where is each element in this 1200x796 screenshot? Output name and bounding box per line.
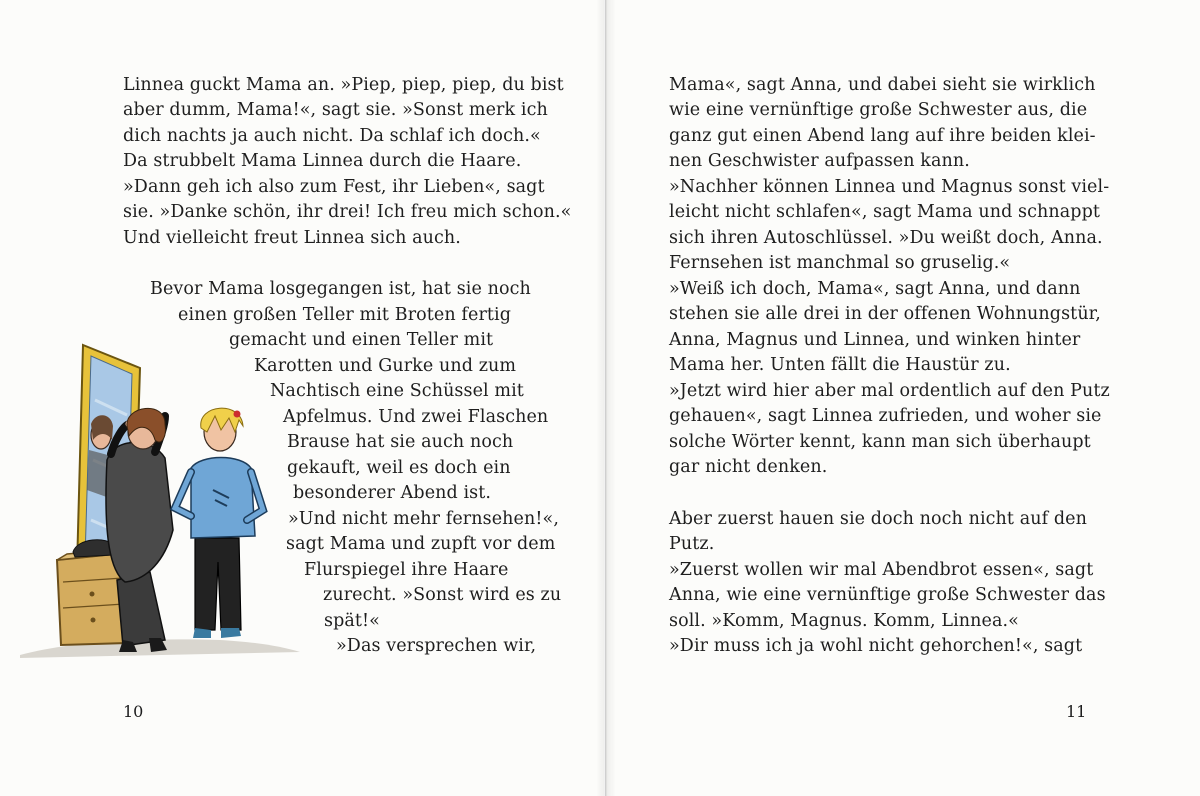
right-page [606,0,1200,796]
left-line-8: Bevor Mama losgegangen ist, hat sie noch [150,279,531,299]
left-line-9: einen großen Teller mit Broten fertig [178,305,512,325]
right-line-10: stehen sie alle drei in der offenen Wohnungstür, [669,304,1101,324]
left-line-7: Und vielleicht freut Linnea sich auch. [123,228,461,248]
right-line-17: Aber zuerst hauen sie doch noch nicht auf den [669,509,1087,529]
right-line-22: »Dir muss ich ja wohl nicht gehorchen!«, sagt [669,636,1083,656]
book-gutter-shadow [596,0,616,796]
right-line-19: »Zuerst wollen wir mal Abendbrot essen«, sagt [669,560,1094,580]
right-line-1: Mama«, sagt Anna, und dabei sieht sie wirklich [669,75,1096,95]
right-line-2: wie eine vernünftige große Schwester aus, die [669,100,1088,120]
right-line-13: »Jetzt wird hier aber mal ordentlich auf den Putz [669,381,1110,401]
left-line-16: besonderer Abend ist. [293,483,492,503]
right-line-4: nen Geschwister aufpassen kann. [669,151,970,171]
left-line-20: zurecht. »Sonst wird es zu [323,585,562,605]
right-line-16: gar nicht denken. [669,457,828,477]
right-line-20: Anna, wie eine vernünftige große Schwester das [669,585,1106,605]
left-line-21: spät!« [324,611,380,631]
right-line-3: ganz gut einen Abend lang auf ihre beiden klei- [669,126,1096,146]
right-line-14: gehauen«, sagt Linnea zufrieden, und woher sie [669,406,1102,426]
right-line-12: Mama her. Unten fällt die Haustür zu. [669,355,1011,375]
left-line-14: Brause hat sie auch noch [287,432,514,452]
left-line-10: gemacht und einen Teller mit [229,330,494,350]
right-line-15: solche Wörter kennt, kann man sich überhaupt [669,432,1091,452]
left-line-22: »Das versprechen wir, [336,636,537,656]
right-line-5: »Nachher können Linnea und Magnus sonst viel- [669,177,1110,197]
left-line-19: Flurspiegel ihre Haare [304,560,509,580]
left-line-5: »Dann geh ich also zum Fest, ihr Lieben«, sagt [123,177,545,197]
page-number-right: 11 [1066,702,1087,721]
book-gutter-line [605,0,606,796]
left-line-4: Da strubbelt Mama Linnea durch die Haare. [123,151,522,171]
right-line-11: Anna, Magnus und Linnea, und winken hinter [669,330,1081,350]
right-line-21: soll. »Komm, Magnus. Komm, Linnea.« [669,611,1019,631]
right-line-18: Putz. [669,534,715,554]
right-line-9: »Weiß ich doch, Mama«, sagt Anna, und dann [669,279,1081,299]
left-line-11: Karotten und Gurke und zum [254,356,517,376]
mirror-scene-illustration [15,340,305,665]
left-line-12: Nachtisch eine Schüssel mit [270,381,524,401]
left-line-13: Apfelmus. Und zwei Flaschen [283,407,549,427]
girl-figure [175,408,263,638]
right-line-8: Fernsehen ist manchmal so gruselig.« [669,253,1011,273]
left-line-2: aber dumm, Mama!«, sagt sie. »Sonst merk ich [123,100,548,120]
left-line-15: gekauft, weil es doch ein [287,458,511,478]
left-line-17: »Und nicht mehr fernsehen!«, [288,509,559,529]
right-line-6: leicht nicht schlafen«, sagt Mama und schnappt [669,202,1101,222]
page-number-left: 10 [123,702,144,721]
left-line-1: Linnea guckt Mama an. »Piep, piep, piep, du bist [123,75,564,95]
left-line-6: sie. »Danke schön, ihr drei! Ich freu mich schon.« [123,202,572,222]
right-line-7: sich ihren Autoschlüssel. »Du weißt doch, Anna. [669,228,1103,248]
left-line-18: sagt Mama und zupft vor dem [286,534,556,554]
left-line-3: dich nachts ja auch nicht. Da schlaf ich doch.« [123,126,541,146]
